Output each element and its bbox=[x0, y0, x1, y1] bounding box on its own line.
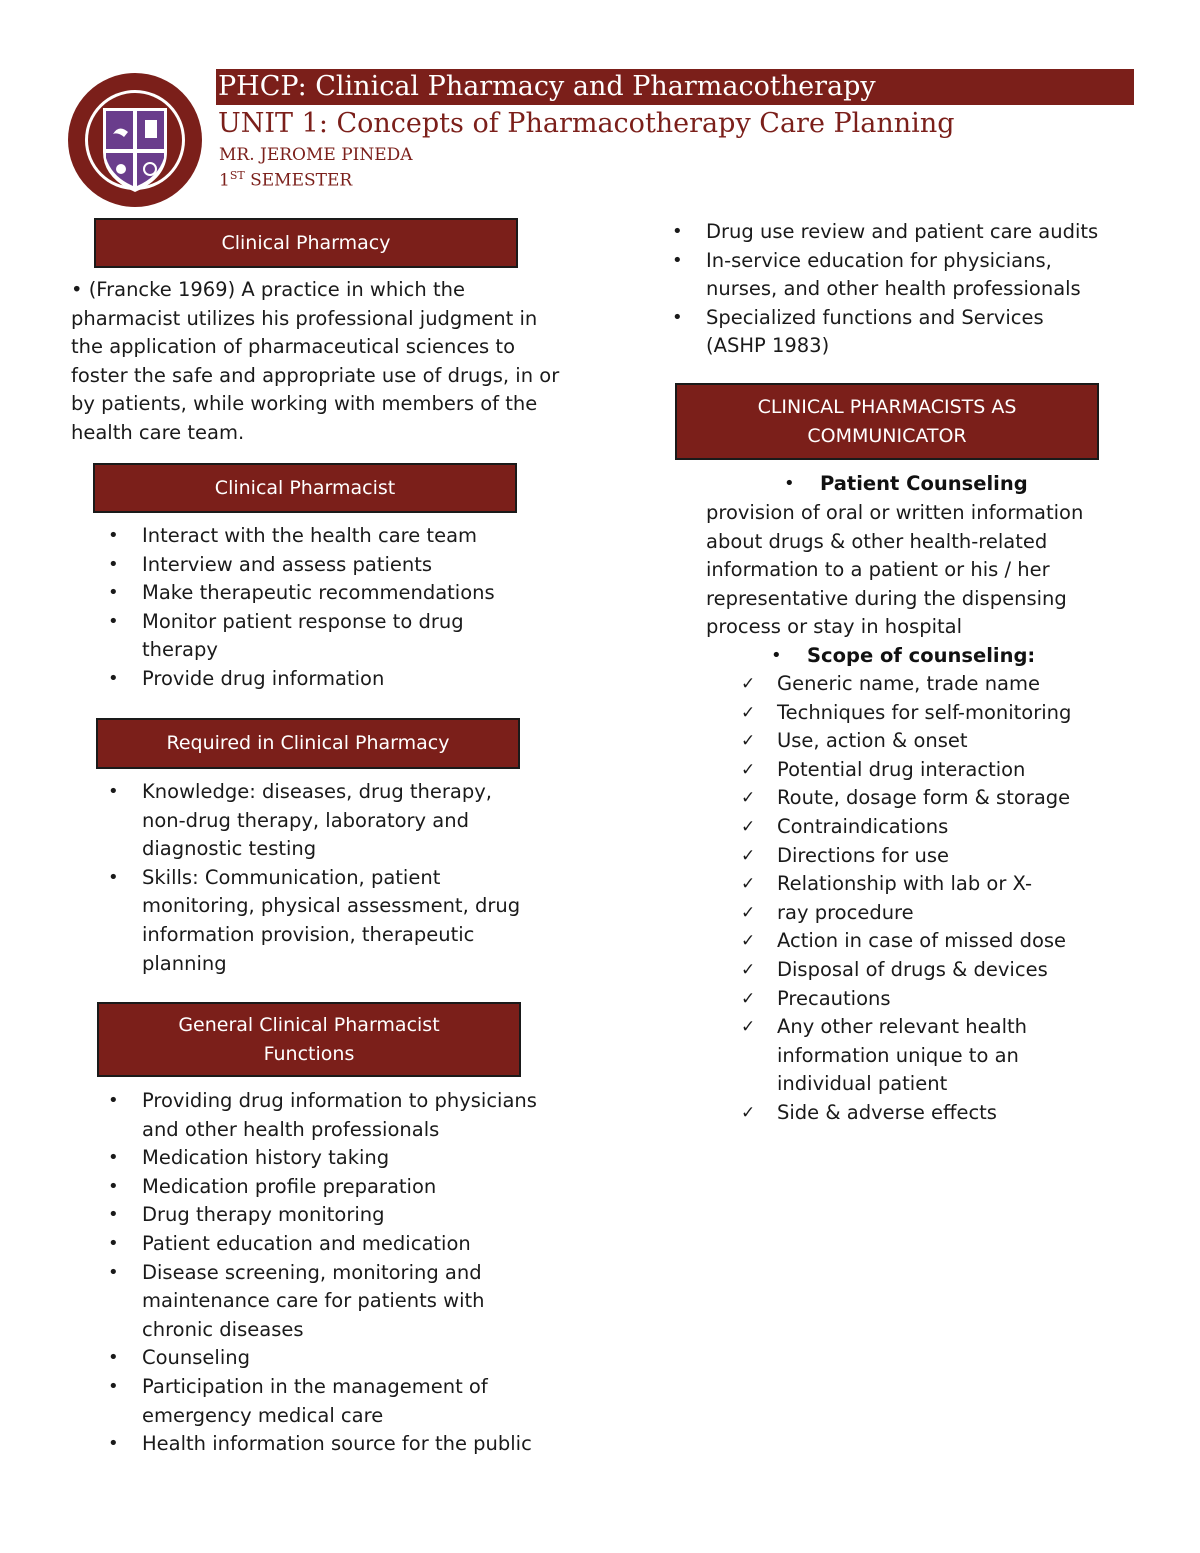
list-item: • Monitor patient response to drug therapy bbox=[106, 608, 502, 665]
clinical-pharmacy-heading: Clinical Pharmacy bbox=[94, 218, 518, 268]
list-item: • Medication history taking bbox=[106, 1144, 566, 1173]
university-logo bbox=[66, 70, 204, 210]
list-item: • In-service education for physicians, nurses, and other health professionals bbox=[670, 247, 1106, 304]
checklist-item: ✓ Precautions bbox=[741, 985, 1121, 1014]
checklist-item: ✓ ray procedure bbox=[741, 899, 1121, 928]
patient-counseling-text: provision of oral or written information about drugs & other health-related information to a patient or his / her representative during the dispensing process or stay in hospital bbox=[706, 501, 1084, 639]
checklist-item: ✓ Potential drug interaction bbox=[741, 756, 1121, 785]
clinical-pharmacy-definition: • (Francke 1969) A practice in which the pharmacist utilizes his professional judgment in the application of pharmaceutical sciences to foster the safe and appropriate use of drugs, in or by patients, while working with members of the health care team. bbox=[71, 278, 560, 444]
functions-list bbox=[106, 1087, 566, 1459]
semester-label: 1ST SEMESTER bbox=[219, 169, 353, 191]
required-list bbox=[106, 778, 546, 978]
checklist-item: ✓ Techniques for self-monitoring bbox=[741, 699, 1121, 728]
list-item: • Drug therapy monitoring bbox=[106, 1201, 566, 1230]
communicator-heading: CLINICAL PHARMACISTS AS COMMUNICATOR bbox=[675, 383, 1099, 460]
checklist-item: ✓ Side & adverse effects bbox=[741, 1099, 1121, 1128]
checklist-item: ✓ Action in case of missed dose bbox=[741, 927, 1121, 956]
instructor-name: MR. JEROME PINEDA bbox=[219, 145, 413, 165]
scope-title: • Scope of counseling: bbox=[771, 644, 1036, 667]
list-item: • Drug use review and patient care audits bbox=[670, 218, 1140, 247]
unit-title: UNIT 1: Concepts of Pharmacotherapy Care Planning bbox=[218, 108, 955, 139]
list-item: • Skills: Communication, patient monitoring, physical assessment, drug information provision, therapeutic planning bbox=[106, 864, 546, 978]
list-item: • Interact with the health care team bbox=[106, 522, 546, 551]
list-item: • Knowledge: diseases, drug therapy, non-drug therapy, laboratory and diagnostic testing bbox=[106, 778, 532, 864]
list-item: • Provide drug information bbox=[106, 665, 546, 694]
checklist-item: ✓ Any other relevant health information unique to an individual patient bbox=[741, 1013, 1077, 1099]
checklist-item: ✓ Disposal of drugs & devices bbox=[741, 956, 1121, 985]
list-item: • Patient education and medication bbox=[106, 1230, 566, 1259]
list-item: • Make therapeutic recommendations bbox=[106, 579, 546, 608]
clinical-pharmacist-list bbox=[106, 522, 546, 694]
list-item: • Providing drug information to physicians and other health professionals bbox=[106, 1087, 566, 1144]
list-item: • Specialized functions and Services (ASHP 1983) bbox=[670, 304, 1086, 361]
checklist-item: ✓ Contraindications bbox=[741, 813, 1121, 842]
checklist-item: ✓ Use, action & onset bbox=[741, 727, 1121, 756]
course-title: PHCP: Clinical Pharmacy and Pharmacotherapy bbox=[216, 69, 1134, 105]
checklist-item: ✓ Generic name, trade name bbox=[741, 670, 1121, 699]
clinical-pharmacist-heading: Clinical Pharmacist bbox=[93, 463, 517, 513]
list-item: • Participation in the management of emergency medical care bbox=[106, 1373, 552, 1430]
list-item: • Medication profile preparation bbox=[106, 1173, 566, 1202]
functions-heading: General Clinical Pharmacist Functions bbox=[97, 1002, 521, 1077]
checklist-item: ✓ Relationship with lab or X- bbox=[741, 870, 1121, 899]
functions-list-continued bbox=[670, 218, 1140, 361]
checklist-item: ✓ Route, dosage form & storage bbox=[741, 784, 1121, 813]
list-item: • Interview and assess patients bbox=[106, 551, 546, 580]
required-heading: Required in Clinical Pharmacy bbox=[96, 718, 520, 769]
list-item: • Health information source for the public bbox=[106, 1430, 566, 1459]
list-item: • Disease screening, monitoring and maintenance care for patients with chronic diseases bbox=[106, 1259, 552, 1345]
patient-counseling-title: • Patient Counseling bbox=[784, 472, 1028, 495]
scope-checklist bbox=[741, 670, 1121, 1128]
list-item: • Counseling bbox=[106, 1344, 566, 1373]
checklist-item: ✓ Directions for use bbox=[741, 842, 1121, 871]
